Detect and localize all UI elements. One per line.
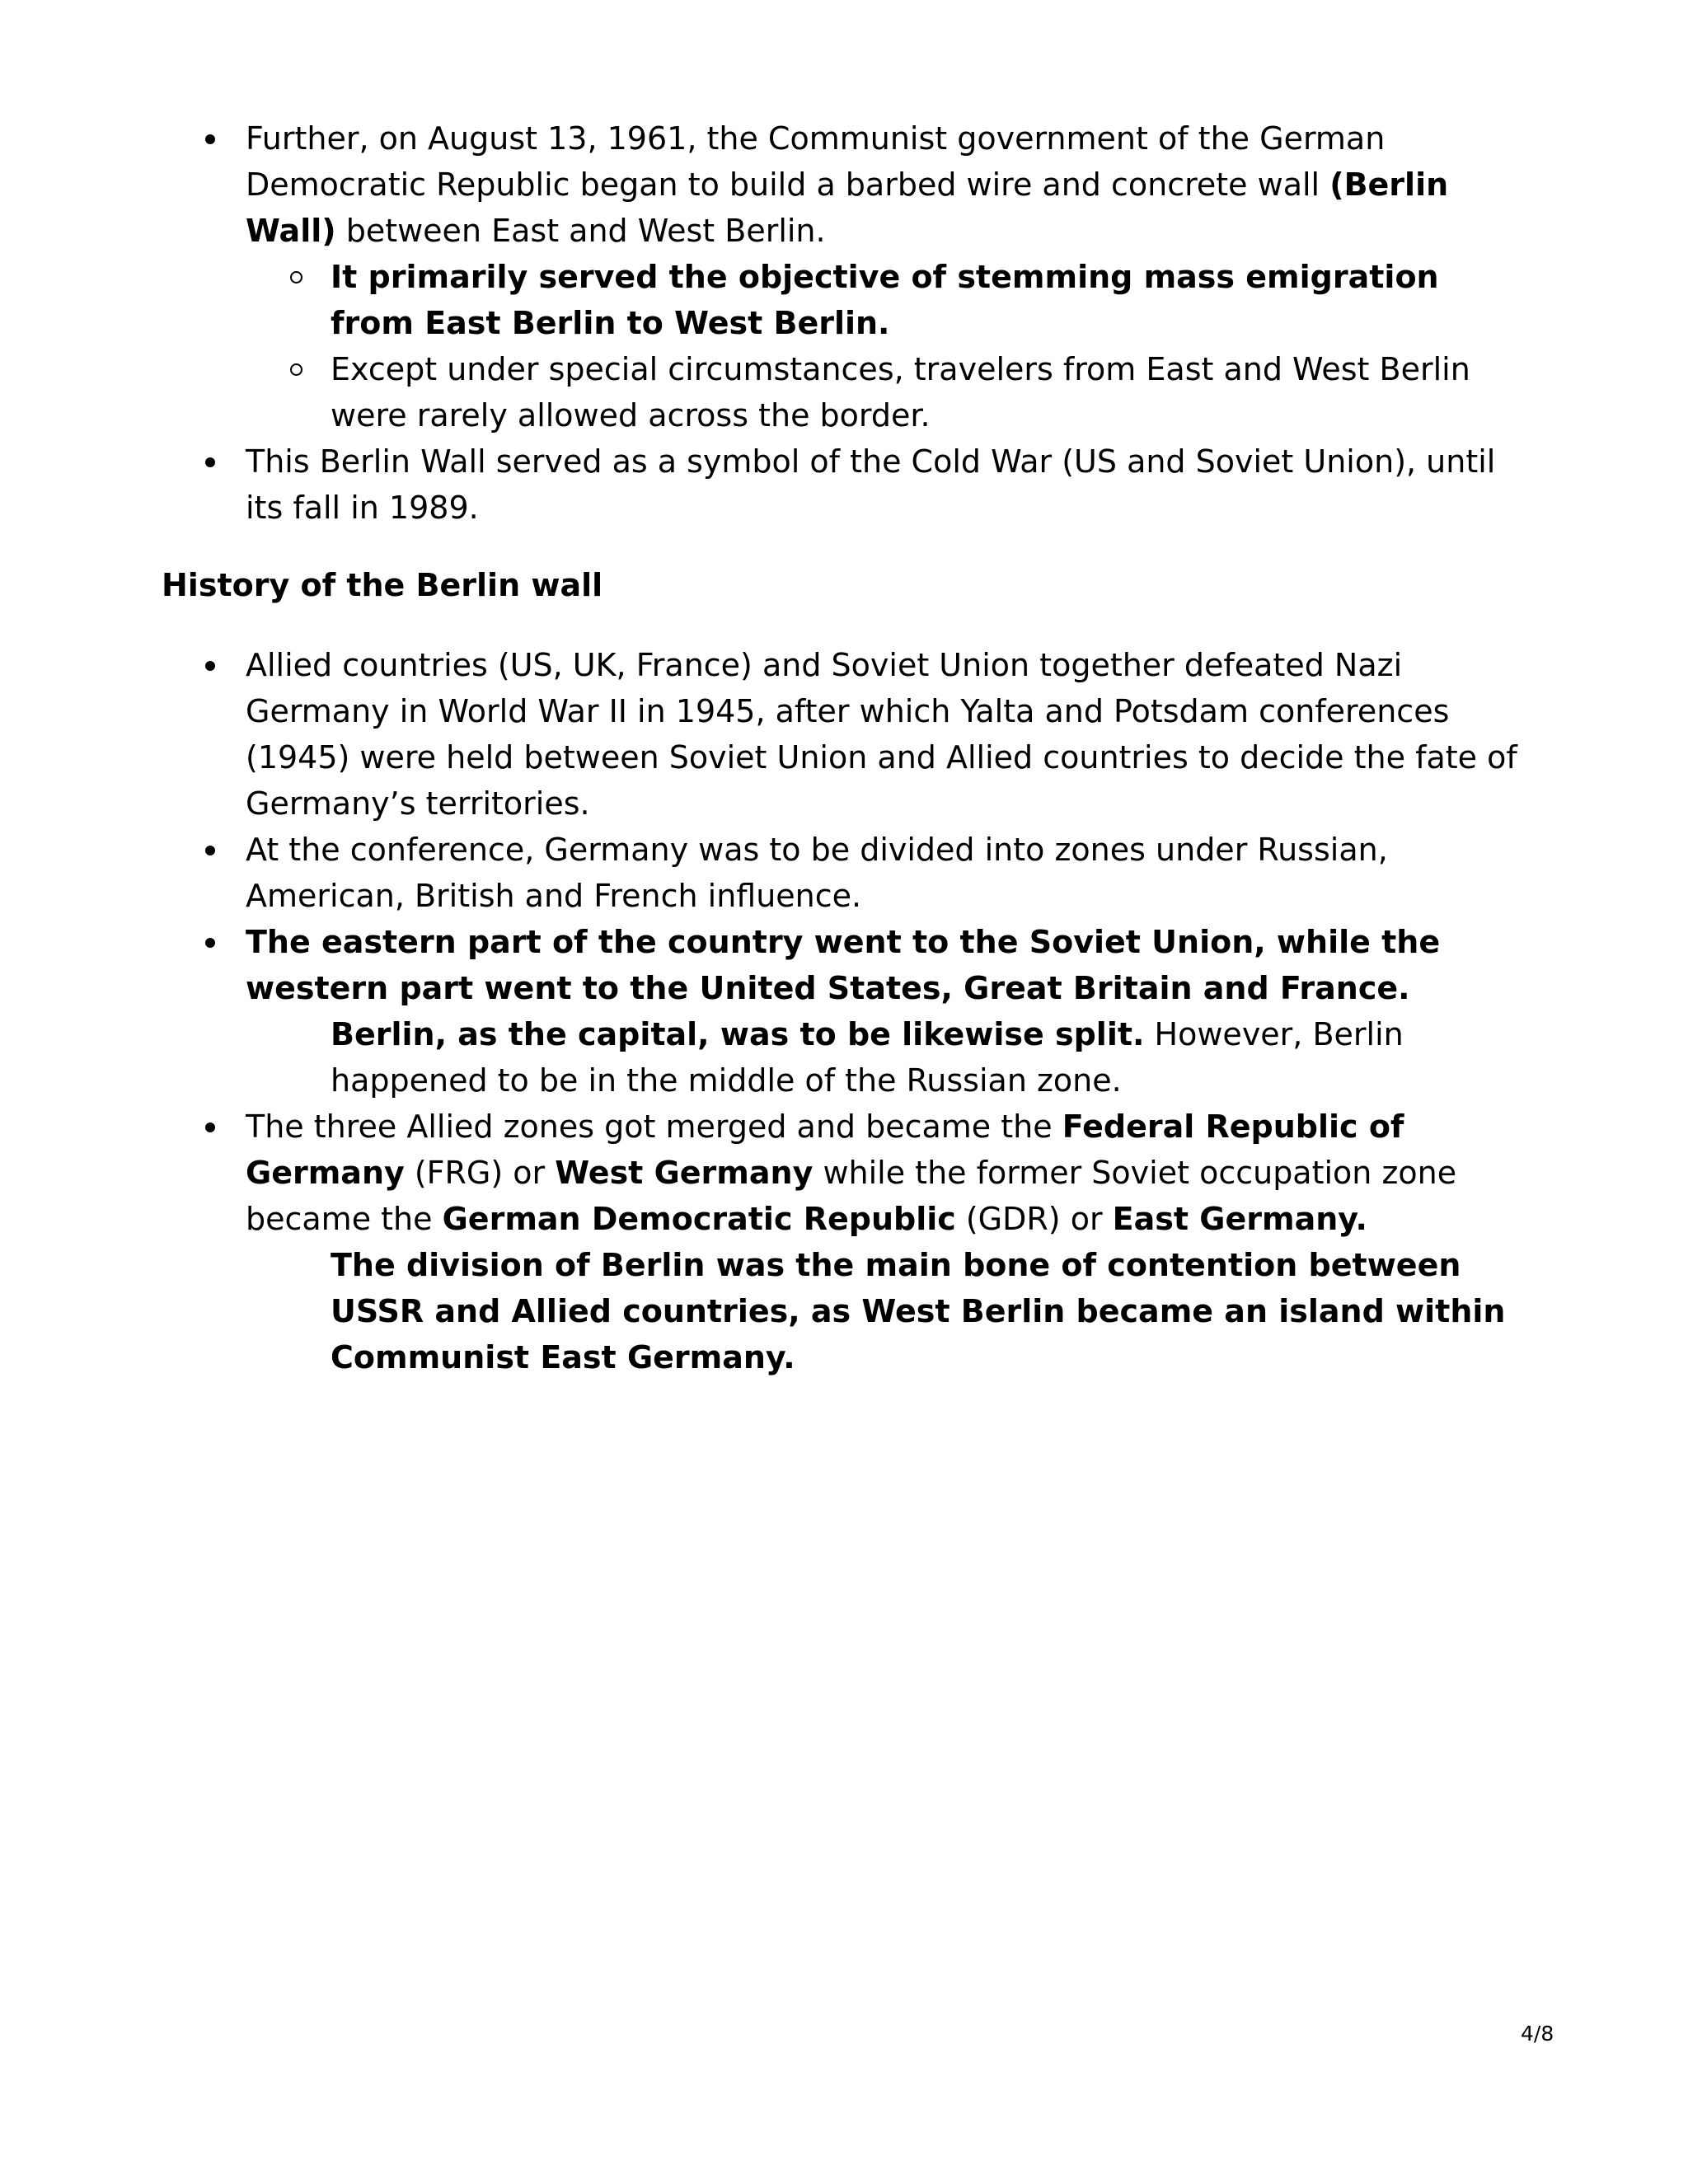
page-content <box>162 115 1530 1380</box>
sub-bullet-item: It primarily served the objective of stemming mass emigration from East Berlin to West Berlin. <box>162 254 1530 346</box>
indented-paragraph: Berlin, as the capital, was to be likewise split. However, Berlin happened to be in the middle of the Russian zone. <box>331 1016 1404 1099</box>
bullet-circle-icon <box>290 363 302 376</box>
bullet-dot-icon <box>205 661 215 671</box>
bullet-dot-icon <box>205 134 215 144</box>
bullet-item: At the conference, Germany was to be divided into zones under Russian, American, British and French influence. <box>162 827 1530 919</box>
bullet-circle-icon <box>290 271 302 284</box>
bullet-item: Allied countries (US, UK, France) and Soviet Union together defeated Nazi Germany in World War II in 1945, after which Yalta and Potsdam conferences (1945) were held between Soviet Union and Allied countries to decide the fate of Germany’s territories. <box>162 642 1530 827</box>
bullet-dot-icon <box>205 938 215 948</box>
bullet-dot-icon <box>205 457 215 467</box>
page-number: 4/8 <box>1521 2022 1554 2046</box>
indented-paragraph: The division of Berlin was the main bone of contention between USSR and Allied countries, as West Berlin became an island within Communist East Germany. <box>331 1247 1506 1376</box>
bullet-dot-icon <box>205 1122 215 1132</box>
bullet-item: The eastern part of the country went to the Soviet Union, while the western part went to the United States, Great Britain and France. <box>162 919 1530 1011</box>
bullet-dot-icon <box>205 846 215 855</box>
bullet-item: Further, on August 13, 1961, the Communist government of the German Democratic Republic began to build a barbed wire and concrete wall (Berlin Wall) between East and West Berlin. <box>162 115 1530 254</box>
bullet-item: This Berlin Wall served as a symbol of the Cold War (US and Soviet Union), until its fall in 1989. <box>162 438 1530 531</box>
sub-bullet-item: Except under special circumstances, travelers from East and West Berlin were rarely allowed across the border. <box>162 346 1530 438</box>
section-heading: History of the Berlin wall <box>162 567 603 603</box>
bullet-item: The three Allied zones got merged and became the Federal Republic of Germany (FRG) or West Germany while the former Soviet occupation zone became the German Democratic Republic (GDR) or East Germany. <box>162 1104 1530 1242</box>
